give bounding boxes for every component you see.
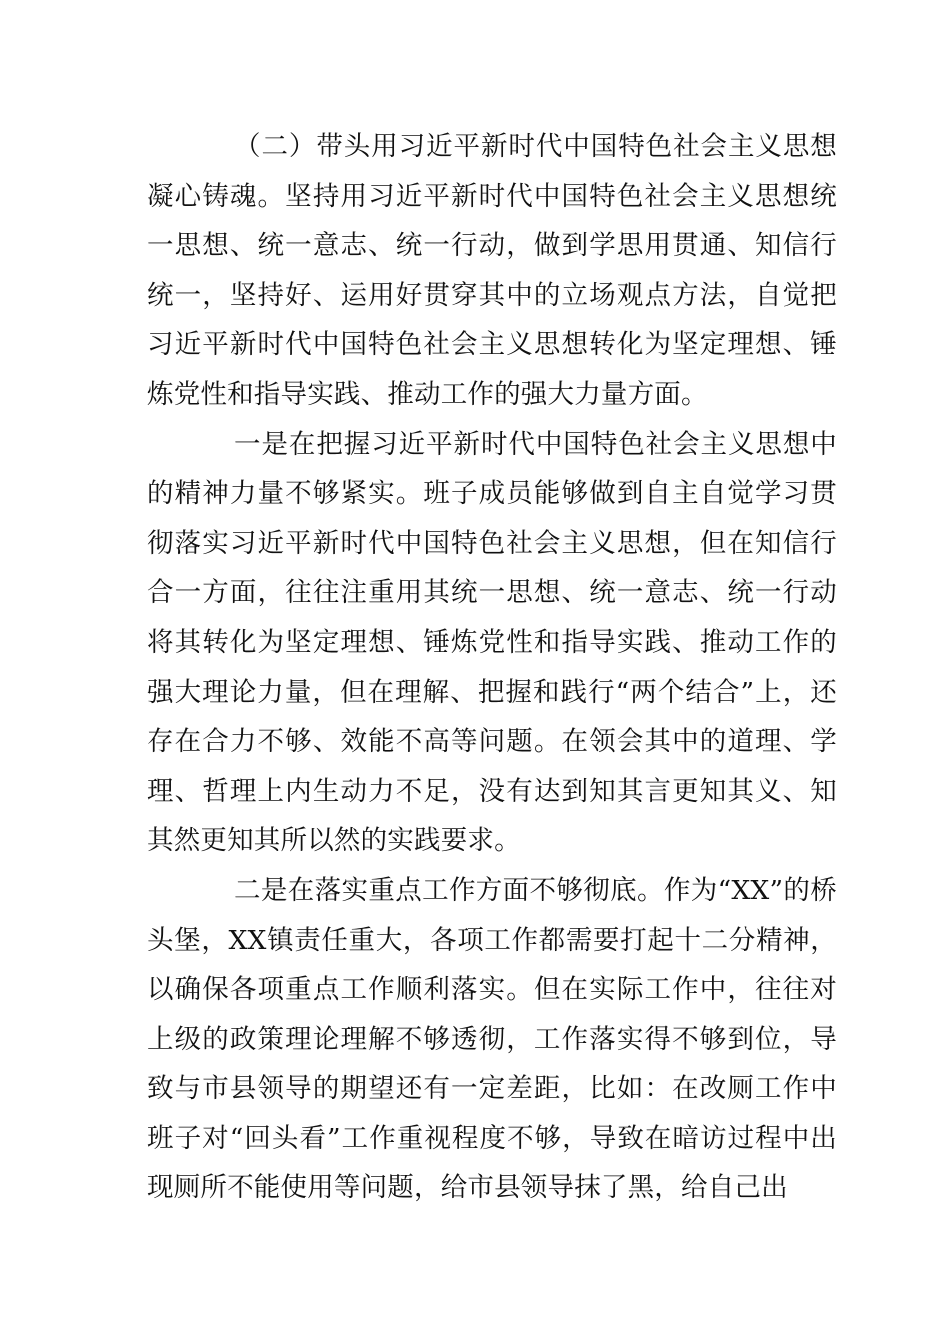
- paragraph-issue-one: 一是在把握习近平新时代中国特色社会主义思想中的精神力量不够紧实。班子成员能够做到自主自觉学习贯彻落实习近平新时代中国特色社会主义思想，但在知信行合一方面，往往注重用其统一思想、统一意志、统一行动将其转化为坚定理想、锤炼党性和指导实践、推动工作的强大理论力量，但在理解、把握和践行“两个结合”上，还存在合力不够、效能不高等问题。在领会其中的道理、学理、哲理上内生动力不足，没有达到知其言更知其义、知其然更知其所以然的实践要求。: [147, 428, 837, 857]
- paragraph-issue-two: 二是在落实重点工作方面不够彻底。作为“XX”的桥头堡，XX镇责任重大，各项工作都需要打起十二分精神，以确保各项重点工作顺利落实。但在实际工作中，往往对上级的政策理论理解不够透彻，工作落实得不够到位，导致与市县领导的期望还有一定差距，比如：在改厕工作中班子对“回头看”工作重视程度不够，导致在暗访过程中出现厕所不能使用等问题，给市县领导抹了黑，给自己出: [147, 874, 837, 1204]
- document-body: [147, 122, 837, 1213]
- paragraph-section-two: （二）带头用习近平新时代中国特色社会主义思想凝心铸魂。坚持用习近平新时代中国特色社会主义思想统一思想、统一意志、统一行动，做到学思用贯通、知信行统一，坚持好、运用好贯穿其中的立场观点方法，自觉把习近平新时代中国特色社会主义思想转化为坚定理想、锤炼党性和指导实践、推动工作的强大力量方面。: [147, 131, 837, 410]
